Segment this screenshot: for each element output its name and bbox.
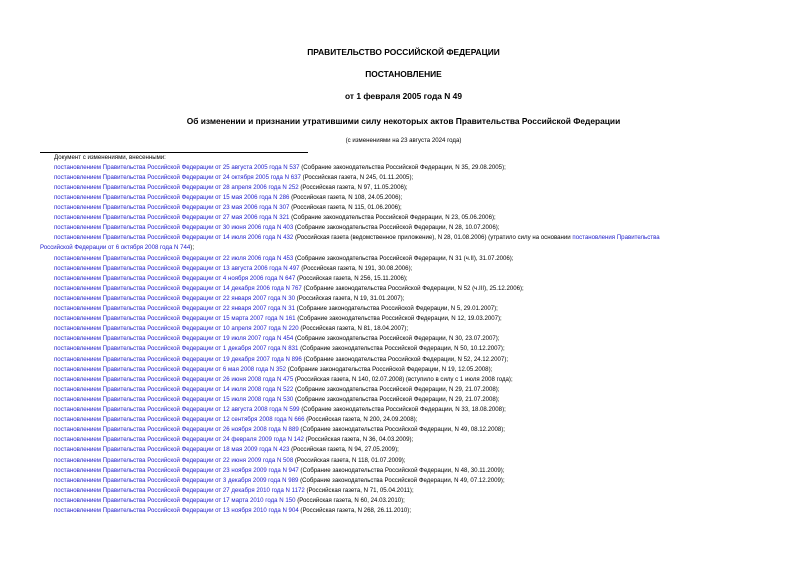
source-citation: (Российская газета, N 71, 05.04.2011); — [304, 486, 414, 494]
amendment-link[interactable]: постановлением Правительства Российской Федерации от 12 сентября 2008 года N 666 — [54, 416, 305, 424]
amendment-link[interactable]: постановлением Правительства Российской Федерации от 23 ноября 2009 года N 947 — [54, 466, 299, 474]
source-citation: (Собрание законодательства Российской Федерации, N 50, 10.12.2007); — [298, 345, 505, 353]
source-citation: (Собрание законодательства Российской Федерации, N 33, 18.08.2008); — [299, 406, 506, 413]
list-item — [54, 476, 505, 486]
list-item — [54, 375, 513, 385]
amendment-link[interactable]: постановлением Правительства Российской Федерации от 15 июля 2008 года N 530 — [54, 395, 294, 403]
doc-title: Об изменении и признании утратившими силу некоторых актов Правительства Российской Федерации — [186, 116, 621, 126]
list-item — [54, 334, 500, 344]
source-citation: (Собрание законодательства Российской Федерации, N 28, 10.07.2006); — [293, 224, 500, 232]
source-citation: (Собрание законодательства Российской Федерации, N 35, 29.08.2005); — [299, 163, 506, 171]
source-citation: (Собрание законодательства Российской Федерации, N 49, 08.12.2008); — [298, 426, 505, 434]
amendment-link[interactable]: постановлением Правительства Российской Федерации от 3 декабря 2009 года N 989 — [54, 476, 299, 484]
source-citation: (Российская газета, N 36, 04.03.2009); — [303, 436, 414, 444]
list-item — [54, 405, 506, 415]
amendment-note: (с изменениями на 23 августа 2024 года) — [345, 137, 462, 144]
source-citation: (Собрание законодательства Российской Федерации, N 31 (ч.II), 31.07.2006); — [293, 254, 514, 262]
amendment-link[interactable]: постановлением Правительства Российской Федерации от 4 ноября 2006 года N 647 — [54, 274, 296, 282]
list-item — [54, 163, 506, 173]
source-citation: (Российская газета, N 19, 31.01.2007); — [295, 294, 405, 302]
list-item — [54, 385, 500, 395]
amendment-link[interactable]: постановлением Правительства Российской Федерации от 17 марта 2010 года N 150 — [54, 496, 296, 504]
amendment-link[interactable]: постановлением Правительства Российской Федерации от 15 мая 2006 года N 286 — [54, 193, 290, 201]
amendment-link[interactable]: постановлением Правительства Российской Федерации от 27 мая 2006 года N 321 — [54, 214, 290, 222]
list-item — [54, 294, 404, 304]
list-item — [54, 466, 505, 476]
amendment-link[interactable]: постановлением Правительства Российской Федерации от 23 мая 2006 года N 307 — [54, 204, 290, 211]
list-item — [54, 264, 412, 274]
source-citation: (Российская газета, N 81, 18.04.2007); — [298, 325, 409, 333]
source-citation: (Российская газета (ведомственное приложение), N 28, 01.08.2006) (утратило силу на основании — [293, 234, 573, 242]
amendment-link[interactable]: постановлением Правительства Российской Федерации от 15 марта 2007 года N 161 — [54, 315, 296, 323]
source-citation: (Собрание законодательства Российской Федерации, N 23, 05.06.2006); — [289, 214, 496, 222]
amendment-link[interactable]: постановлением Правительства Российской Федерации от 27 декабря 2010 года N 1172 — [54, 486, 305, 494]
source-citation: (Российская газета, N 115, 01.06.2006); — [289, 204, 402, 211]
list-item — [54, 496, 405, 506]
source-citation: (Собрание законодательства Российской Федерации, N 52, 24.12.2007); — [301, 355, 509, 363]
source-citation: ); — [190, 244, 195, 252]
source-citation: (Собрание законодательства Российской Федерации, N 30, 23.07.2007); — [293, 335, 500, 343]
list-intro — [54, 153, 166, 163]
list-item — [54, 415, 417, 425]
list-item — [54, 254, 514, 264]
list-item — [54, 223, 499, 233]
source-citation: (Собрание законодательства Российской Федерации, N 12, 19.03.2007); — [295, 315, 502, 323]
doc-type: ПОСТАНОВЛЕНИЕ — [365, 69, 442, 79]
list-item — [54, 314, 502, 324]
list-item — [40, 243, 194, 253]
list-item — [54, 486, 414, 496]
source-citation: (Собрание законодательства Российской Федерации, N 19, 12.05.2008); — [286, 365, 493, 373]
source-citation: (Собрание законодательства Российской Федерации, N 48, 30.11.2009); — [298, 466, 505, 474]
amendment-link[interactable]: постановлением Правительства Российской Федерации от 1 декабря 2007 года N 831 — [54, 345, 299, 353]
amendment-link[interactable]: постановлением Правительства Российской Федерации от 26 ноября 2008 года N 889 — [54, 426, 299, 434]
list-item — [54, 284, 524, 294]
amendment-link[interactable]: постановлением Правительства Российской Федерации от 22 января 2007 года N 30 — [54, 294, 296, 302]
amendment-link[interactable]: постановлением Правительства Российской Федерации от 13 августа 2006 года N 497 — [54, 264, 300, 272]
list-item — [54, 456, 405, 466]
source-citation: (Собрание законодательства Российской Федерации, N 29, 21.07.2008); — [293, 385, 500, 393]
amendment-link[interactable]: постановлением Правительства Российской Федерации от 26 июня 2008 года N 475 — [54, 375, 294, 383]
source-citation: (Собрание законодательства Российской Федерации, N 49, 07.12.2009); — [298, 476, 505, 484]
amendment-link[interactable]: постановлением Правительства Российской Федерации от 10 апреля 2007 года N 220 — [54, 325, 299, 333]
source-citation: (Российская газета, N 118, 01.07.2009); — [293, 456, 406, 464]
amendment-link[interactable]: постановлением Правительства Российской Федерации от 18 мая 2009 года N 423 — [54, 446, 290, 454]
source-citation: (Российская газета, N 94, 27.05.2009); — [289, 446, 399, 454]
list-item — [54, 213, 496, 223]
org-name: ПРАВИТЕЛЬСТВО РОССИЙСКОЙ ФЕДЕРАЦИИ — [307, 47, 500, 57]
amendment-link[interactable]: постановлением Правительства Российской Федерации от 6 мая 2008 года N 352 — [54, 365, 287, 373]
amendment-link[interactable]: постановлением Правительства Российской Федерации от 14 июля 2008 года N 522 — [54, 385, 294, 393]
source-citation: Документ с изменениями, внесенными: — [54, 153, 166, 161]
source-citation: (Собрание законодательства Российской Федерации, N 29, 21.07.2008); — [293, 395, 500, 403]
amendment-link[interactable]: постановлением Правительства Российской Федерации от 22 января 2007 года N 31 — [54, 305, 296, 312]
source-citation: (Российская газета, N 200, 24.09.2008); — [304, 416, 418, 424]
amendment-link[interactable]: постановлением Правительства Российской Федерации от 30 июня 2006 года N 403 — [54, 224, 294, 232]
list-item — [54, 173, 413, 183]
list-item — [54, 435, 413, 445]
amendment-link[interactable]: постановлением Правительства Российской Федерации от 22 июня 2009 года N 508 — [54, 456, 294, 464]
amendment-link[interactable]: постановлением Правительства Российской Федерации от 24 февраля 2009 года N 142 — [54, 436, 304, 444]
list-item — [54, 233, 660, 243]
list-item — [54, 183, 408, 193]
source-citation: (Российская газета, N 97, 11.05.2006); — [298, 183, 408, 191]
list-item — [54, 365, 492, 375]
source-citation: (Российская газета, N 108, 24.05.2006); — [289, 193, 403, 201]
list-item — [54, 203, 402, 213]
list-item — [54, 355, 508, 365]
amendment-link[interactable]: постановлением Правительства Российской Федерации от 22 июля 2006 года N 453 — [54, 254, 294, 262]
list-item — [54, 324, 408, 334]
source-citation: (Российская газета, N 60, 24.03.2010); — [295, 496, 405, 504]
source-citation: (Российская газета, N 191, 30.08.2006); — [299, 264, 413, 272]
amendment-link[interactable]: постановлением Правительства Российской Федерации от 13 ноября 2010 года N 904 — [54, 507, 299, 514]
amendment-link[interactable]: постановлением Правительства Российской Федерации от 12 августа 2008 года N 599 — [54, 406, 300, 413]
list-item — [54, 344, 505, 354]
source-citation: (Российская газета, N 268, 26.11.2010); — [298, 507, 412, 514]
amendment-link[interactable]: постановлением Правительства Российской Федерации от 19 декабря 2007 года N 896 — [54, 355, 302, 363]
source-citation: (Российская газета, N 256, 15.11.2006); — [295, 274, 408, 282]
list-item — [54, 445, 399, 455]
source-citation: (Собрание законодательства Российской Федерации, N 5, 29.01.2007); — [295, 305, 498, 312]
list-item — [54, 395, 500, 405]
list-item — [54, 425, 505, 435]
amendment-link[interactable]: постановлением Правительства Российской Федерации от 24 октября 2005 года N 637 — [54, 173, 301, 181]
list-item — [54, 193, 402, 203]
list-item — [54, 274, 408, 284]
amendment-link[interactable]: постановлением Правительства Российской Федерации от 14 декабря 2006 года N 767 — [54, 284, 302, 292]
source-citation: (Российская газета, N 140, 02.07.2008) (вступило в силу с 1 июля 2008 года); — [293, 375, 513, 383]
amendment-link[interactable]: постановления Правительства — [572, 234, 660, 242]
doc-date-number: от 1 февраля 2005 года N 49 — [345, 91, 462, 101]
amendment-link[interactable]: постановлением Правительства Российской Федерации от 14 июля 2006 года N 432 — [54, 234, 294, 242]
source-citation: (Собрание законодательства Российской Федерации, N 52 (ч.III), 25.12.2006); — [301, 284, 524, 292]
amendment-link[interactable]: постановлением Правительства Российской Федерации от 25 августа 2005 года N 537 — [54, 163, 300, 171]
list-item — [54, 304, 498, 314]
list-item — [54, 506, 411, 516]
amendment-link[interactable]: постановлением Правительства Российской Федерации от 28 апреля 2006 года N 252 — [54, 183, 299, 191]
amendment-link[interactable]: Российской Федерации от 6 октября 2008 года N 744 — [40, 244, 191, 252]
source-citation: (Российская газета, N 245, 01.11.2005); — [300, 173, 414, 181]
amendment-link[interactable]: постановлением Правительства Российской Федерации от 19 июля 2007 года N 454 — [54, 335, 294, 343]
